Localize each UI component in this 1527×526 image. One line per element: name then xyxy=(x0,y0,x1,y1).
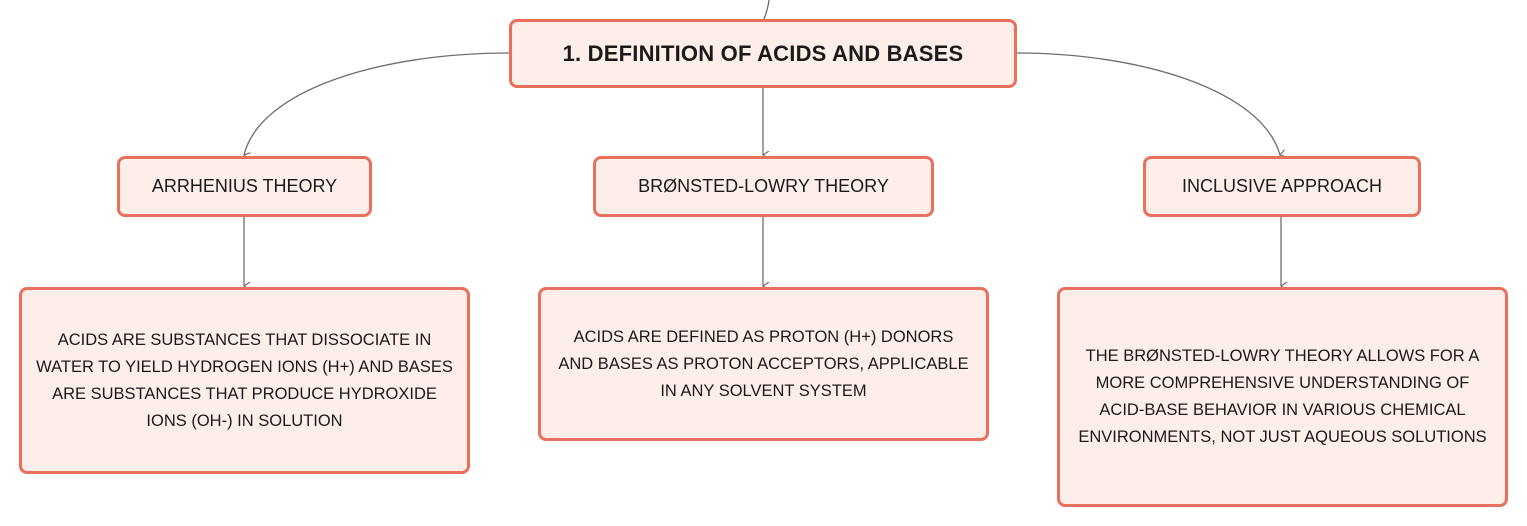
node-arrhenius-theory[interactable] xyxy=(117,156,372,217)
incoming-connector xyxy=(764,0,769,19)
connector-root-to-arrhenius xyxy=(244,53,509,155)
connector-root-to-inclusive xyxy=(1017,53,1280,155)
node-inclusive-description[interactable] xyxy=(1057,287,1508,507)
node-bronsted-title: BRØNSTED-LOWRY THEORY xyxy=(638,176,889,196)
node-bronsted-lowry-theory[interactable] xyxy=(593,156,934,217)
root-node-definition[interactable] xyxy=(509,19,1017,88)
node-inclusive-approach[interactable] xyxy=(1143,156,1421,217)
arrhenius-description-text: ACIDS ARE SUBSTANCES THAT DISSOCIATE IN WATER TO YIELD HYDROGEN IONS (H+) AND BASES ARE SUBSTANCES THAT PRODUCE HYDROXIDE IONS (OH-) IN SOLUTION xyxy=(36,330,453,430)
node-inclusive-title: INCLUSIVE APPROACH xyxy=(1181,176,1383,196)
node-arrhenius-title: ARRHENIUS THEORY xyxy=(151,176,338,196)
root-node-label: 1. DEFINITION OF ACIDS AND BASES xyxy=(562,40,964,66)
node-arrhenius-description[interactable] xyxy=(19,287,470,474)
node-bronsted-description[interactable] xyxy=(538,287,989,441)
inclusive-description-text: THE BRØNSTED-LOWRY THEORY ALLOWS FOR A MORE COMPREHENSIVE UNDERSTANDING OF ACID-BASE BEHAVIOR IN VARIOUS CHEMICAL ENVIRONMENTS, NOT JUST AQUEOUS SOLUTIONS xyxy=(1078,347,1487,446)
bronsted-description-text: ACIDS ARE DEFINED AS PROTON (H+) DONORS AND BASES AS PROTON ACCEPTORS, APPLICABLE IN ANY SOLVENT SYSTEM xyxy=(558,327,969,400)
